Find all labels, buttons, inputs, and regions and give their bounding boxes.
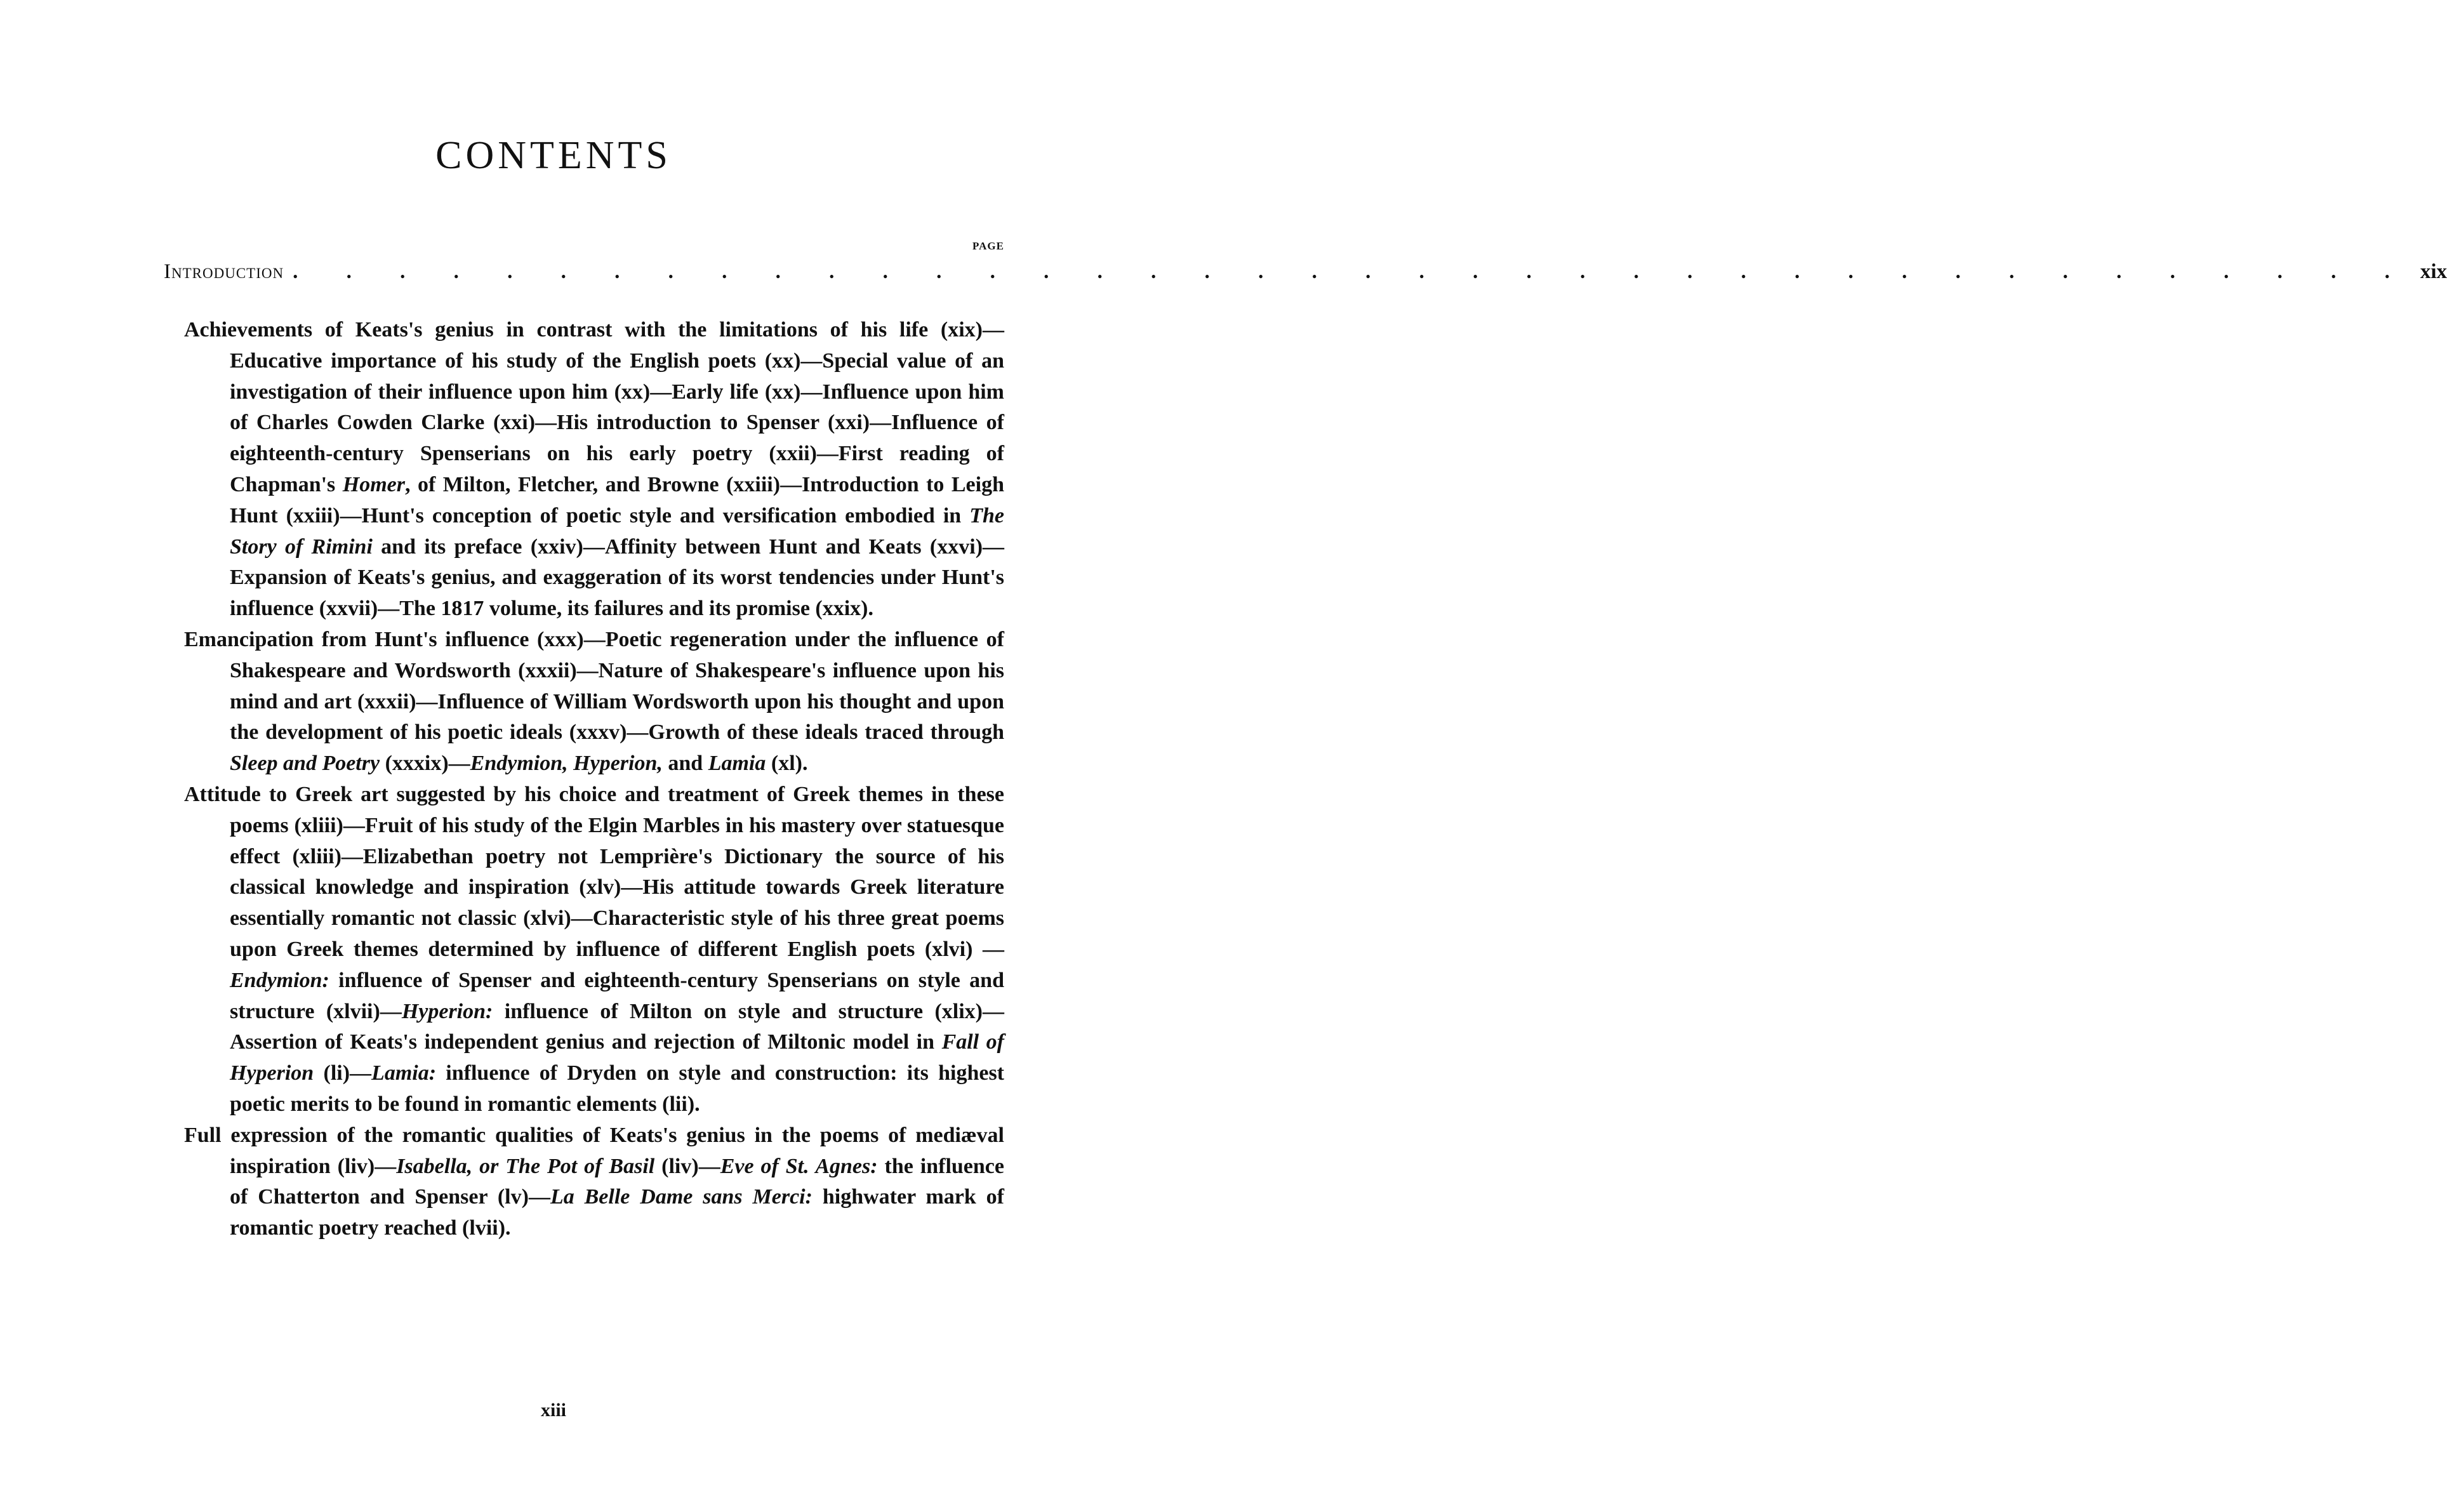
summary-paragraph-1	[184, 315, 1004, 625]
summary-text: (xxxix)—	[380, 752, 470, 776]
summary-text: (liv)—	[654, 1154, 720, 1178]
summary-text: and its preface (xxiv)—Affinity between Hunt and Keats (xxvi)—Expansion of Keats's genius, and exaggeration of its worst tendencies under Hunt's influence (xxvii)—The 1817 volume, its failures and its promise (xxix).	[230, 534, 1005, 621]
summary-text: influence of Spenser and eighteenth-century Spenserians on style and structure (xlvii)—	[230, 968, 1004, 1023]
summary-text: (li)—	[314, 1061, 372, 1085]
italic-title: Hyperion:	[401, 999, 493, 1023]
italic-title: Endymion:	[230, 968, 329, 992]
italic-title: Eve of St. Agnes:	[720, 1154, 878, 1178]
summary-text: the influence of Chatterton and Spenser (lv)—	[230, 1154, 1004, 1209]
summary-text: Full expression of the romantic qualities of Keats's genius in the poems of mediæval inspiration (liv)—	[184, 1123, 1004, 1178]
introduction-title: Introduction	[164, 260, 284, 283]
italic-title: La Belle Dame sans Merci:	[550, 1185, 812, 1209]
summary-text: Emancipation from Hunt's influence (xxx)—Poetic regeneration under the influence of Shakespeare and Wordsworth (xxxii)—Nature of Shakespeare's influence upon his mind and art (xxxii)—Influence of William Wordsworth upon his thought and upon the development of his poetic ideals (xxxv)—Growth of these ideals traced through	[184, 627, 1004, 745]
summary-text: and	[662, 752, 708, 776]
italic-title: Lamia	[708, 752, 766, 776]
summary-text: (xl).	[766, 752, 808, 776]
summary-paragraph-2	[184, 625, 1004, 779]
dot-leader: . . . . . . . . . . . . . . . . . . . . . . . . . . . . . . . . . . . . . . . .	[293, 260, 2411, 283]
introduction-page-number: xix	[2420, 260, 2447, 283]
summary-paragraph-4	[184, 1120, 1004, 1244]
summary-text: highwater mark of romantic poetry reached (lvii).	[230, 1185, 1004, 1240]
summary-text: , of Milton, Fletcher, and Browne (xxiii)—Introduction to Leigh Hunt (xxiii)—Hunt's conception of poetic style and versification embodied in	[230, 472, 1004, 527]
summary-text: Attitude to Greek art suggested by his choice and treatment of Greek themes in these poems (xliii)—Fruit of his study of the Elgin Marbles in his mastery over statuesque effect (xliii)—Elizabethan poetry not Lemprière's Dictionary the source of his classical knowledge and inspiration (xlv)—His attitude towards Greek literature essentially romantic not classic (xlvi)—Characteristic style of his three great poems upon Greek themes determined by influence of different English poets (xlvi) —	[184, 782, 1004, 961]
summary-text: influence of Milton on style and structure (xlix)—Assertion of Keats's independent genius and rejection of Miltonic model in	[230, 999, 1004, 1054]
page-title: CONTENTS	[435, 134, 672, 177]
italic-title: Sleep and Poetry	[230, 752, 380, 776]
italic-title: The Story of Rimini	[230, 503, 1004, 559]
italic-title: Lamia:	[371, 1061, 437, 1085]
page-folio: xiii	[540, 1400, 566, 1421]
italic-title: Isabella, or The Pot of Basil	[396, 1154, 655, 1178]
page-column-label: PAGE	[972, 240, 1004, 252]
italic-title: Homer	[342, 472, 405, 496]
italic-title: Fall of Hyperion	[230, 1030, 1004, 1085]
summary-text: influence of Dryden on style and construction: its highest poetic merits to be found in romantic elements (lii).	[230, 1061, 1004, 1116]
summary-paragraph-3	[184, 779, 1004, 1120]
italic-title: Endymion, Hyperion,	[470, 752, 663, 776]
introduction-summary	[184, 315, 1004, 1244]
introduction-entry	[164, 260, 2447, 284]
summary-text: Achievements of Keats's genius in contrast with the limitations of his life (xix)—Educative importance of his study of the English poets (xx)—Special value of an investigation of their influence upon him (xx)—Early life (xx)—Influence upon him of Charles Cowden Clarke (xxi)—His introduction to Spenser (xxi)—Influence of eighteenth-century Spenserians on his early poetry (xxii)—First reading of Chapman's	[184, 318, 1004, 496]
